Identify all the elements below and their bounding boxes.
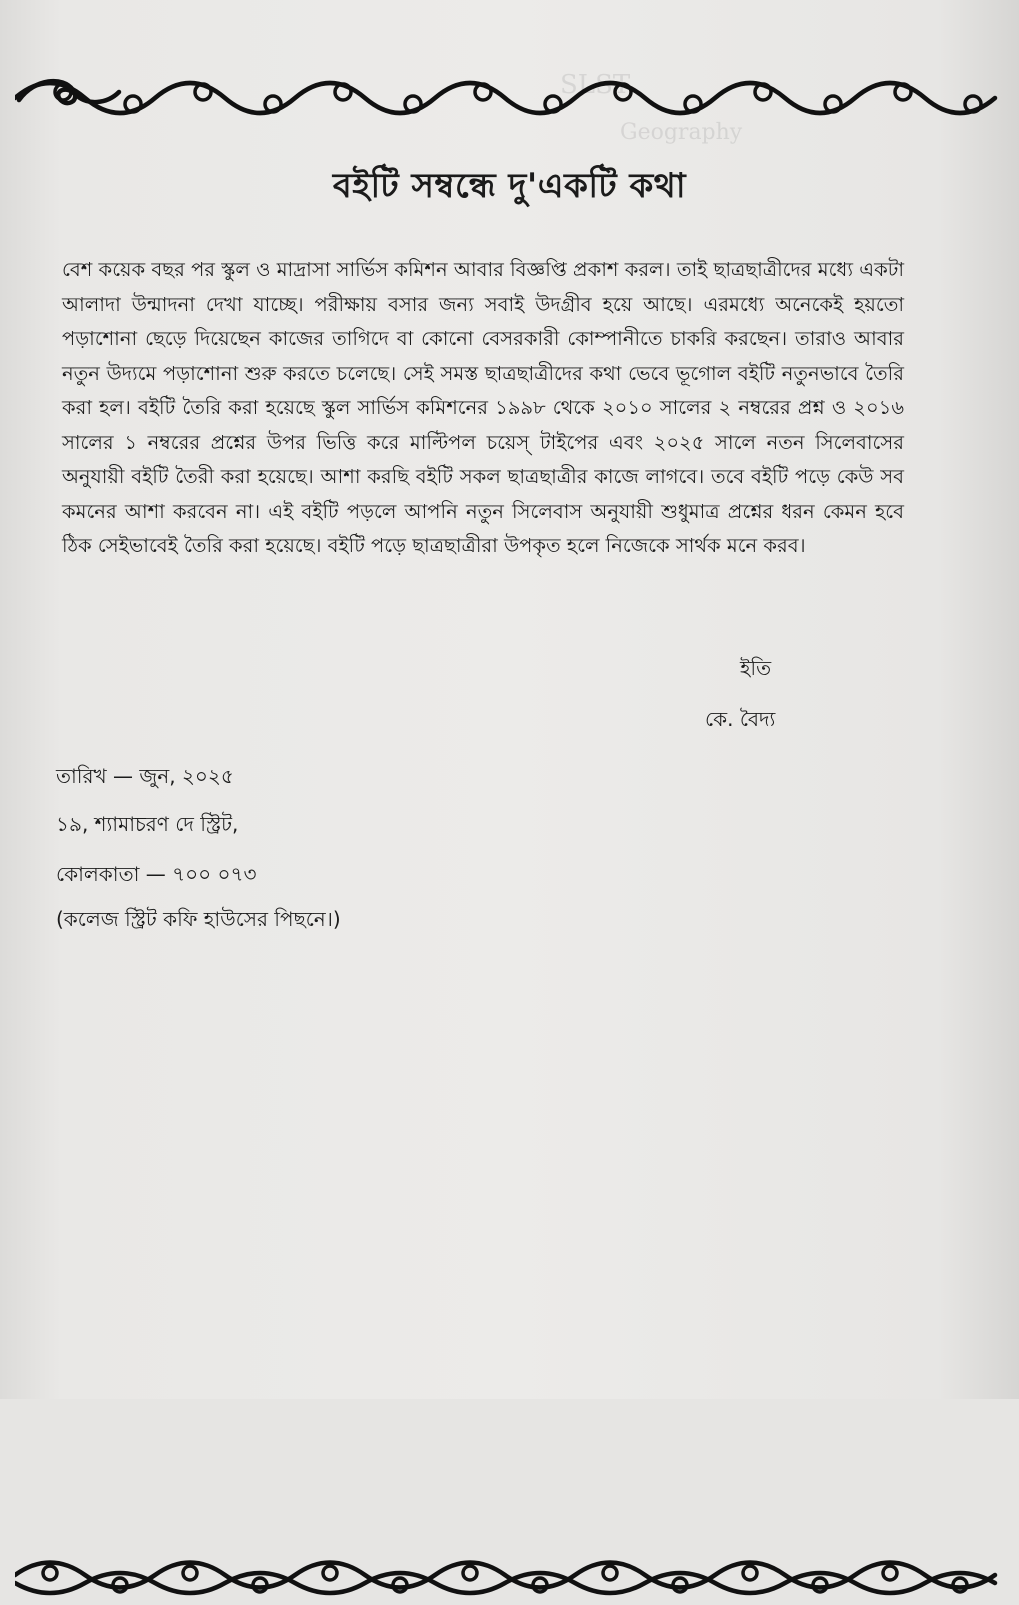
- foreword-body: [62, 253, 904, 564]
- date-line: তারিখ — জুন, ২০২৫: [56, 764, 234, 788]
- address-street: ১৯, শ্যামাচরণ দে স্ট্রিট,: [56, 812, 239, 836]
- scroll-ornament-icon: [15, 68, 1000, 120]
- foreword-paragraph: বেশ কয়েক বছর পর স্কুল ও মাদ্রাসা সার্ভিস কমিশন আবার বিজ্ঞপ্তি প্রকাশ করল। তাই ছাত্রছাত্রীদের মধ্যে একটা আলাদা উন্মাদনা দেখা যাচ্ছে। পরীক্ষায় বসার জন্য সবাই উদগ্রীব হয়ে আছে। এরমধ্যে অনেকেই হয়তো পড়াশোনা ছেড়ে দিয়েছেন কাজের তাগিদে বা কোনো বেসরকারী কোম্পানীতে চাকরি করছেন। তারাও আবার নতুন উদ্যমে পড়াশোনা শুরু করতে চলেছে। সেই সমস্ত ছাত্রছাত্রীদের কথা ভেবে ভূগোল বইটি নতুনভাবে তৈরি করা হল। বইটি তৈরি করা হয়েছে স্কুল সার্ভিস কমিশনের ১৯৯৮ থেকে ২০১০ সালের ২ নম্বরের প্রশ্ন ও ২০১৬ সালের ১ নম্বরের প্রশ্নের উপর ভিত্তি করে মাল্টিপল চয়েস্ টাইপের এবং ২০২৫ সালে নতন সিলেবাসের অনুযায়ী বইটি তৈরী করা হয়েছে। আশা করছি বইটি সকল ছাত্রছাত্রীর কাজে লাগবে। তবে বইটি পড়ে কেউ সব কমনের আশা করবেন না। এই বইটি পড়লে আপনি নতুন সিলেবাস অনুযায়ী শুধুমাত্র প্রশ্নের ধরন কেমন হবে ঠিক সেইভাবেই তৈরি করা হয়েছে। বইটি পড়ে ছাত্রছাত্রীরা উপকৃত হলে নিজেকে সার্থক মনে করব।: [62, 258, 904, 557]
- page-title: বইটি সম্বন্ধে দু'একটি কথা: [332, 166, 687, 206]
- address-city: কোলকাতা — ৭০০ ০৭৩: [56, 862, 257, 886]
- address-note: (কলেজ স্ট্রিট কফি হাউসের পিছনে।): [56, 907, 341, 931]
- bleed-through-text: SLST: [560, 70, 631, 100]
- bleed-through-text: Geography: [620, 120, 743, 145]
- closing-salutation: ইতি: [740, 656, 772, 680]
- author-name: কে. বৈদ্য: [705, 707, 776, 731]
- wave-ornament-icon: [15, 1545, 1000, 1605]
